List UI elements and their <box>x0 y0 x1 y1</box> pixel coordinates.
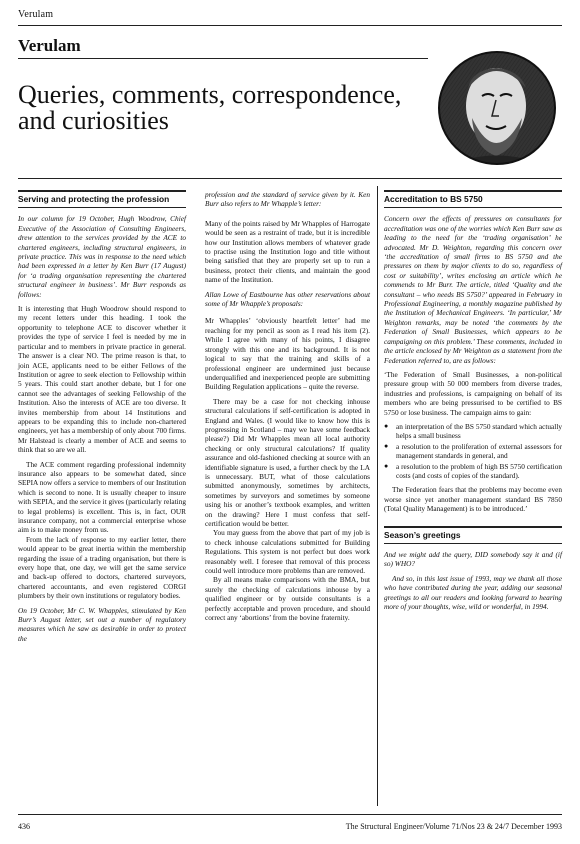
body-paragraph: Many of the points raised by Mr Whapples of Harrogate would be seen as a restraint of trade, but it is incredible how our Institution allows members of whatever grade to practise using the Institution logo and title without being satisfied that they are properly set up to run a business, protect their clients, and maintain the good name of the Institution. <box>205 218 370 285</box>
body-paragraph: It is interesting that Hugh Woodrow should respond to my recent letters under this heading. I took the opportunity to telephone ACE to discover whether it provides the type of service I feel is needed by me in particular and to members in private practice in general. The answer is a clear NO. The prime reason is that, to join ACE, applicants need to be either Fellows of the Institution or agree to seek election to Fellowship within 5 years. This could start another debate, but I for one cannot see the advantages of seeking Fellowship of the Institution. Also the interests of ACE are too diverse. It invites membership from about 14 Institutions and appears to be expanding this to include non-chartered engineers, yet has a membership of only about 700 firms. Mr Halstead is clearly a member of ACE and seems to think that so are we all. <box>18 304 186 455</box>
intro-text: profession and the standard of service given by it. Ken Burr also refers to Mr Whapple’s letter: <box>205 190 370 209</box>
list-item: ● a resolution to the proliferation of external assessors for management standards in general, and <box>384 442 562 461</box>
column-middle <box>205 190 370 622</box>
body-paragraph: The ACE comment regarding professional indemnity insurance also appears to be somewhat dated, since SEPIA now offers a service to members of our Institution which is second to none. It is usually cheaper to insure with SEPIA, and the service it gives (particularly relating to legal problems) is excellent. This is, in fact, OUR insurance company, not a commercial enterprise whose aim is to make money from us. <box>18 459 186 535</box>
greetings-text: And we might add the query, DID somebody say it and (if so) WHO? <box>384 550 562 569</box>
list-item: ● a resolution to the problem of high BS 5750 certification costs (and costs of copies of the standard). <box>384 462 562 481</box>
article-heading-profession: Serving and protecting the profession <box>18 190 186 208</box>
body-paragraph: By all means make comparisons with the BMA, but surely the checking of calculations inhouse by a qualified engineer or by outside consultants is a perfectly acceptable and proven procedure, and should correct any ‘abortions’ from the bovine fraternity. <box>205 575 370 623</box>
section-title: Verulam <box>18 36 81 55</box>
journal-citation: The Structural Engineer/Volume 71/Nos 23 & 24/7 December 1993 <box>345 822 562 831</box>
intro-text: Concern over the effects of pressures on consultants for accreditation was one of the worries which Ken Burr saw as leading to the need for the ‘trading organisation’ he advocated. Mr D. Weighton, regarding this concern over ‘the accreditation of small firms to BS 5750 and the pressures on them by major clients to do so, regardless of cost or suitability’, writes enclosing an article which he commends to Mr Burr. The article, titled ‘Quality and the consultant – who needs BS 5750?’ appeared in February in Professional Engineering, a monthly magazine published by the Institution of Mechanical Engineers. ‘In particular,’ Mr Weighton remarks, may be noted ‘the comments by the Federation of Small Businesses, which appears to be campaigning on this problem.’ These comments, included in the article enclosed by Mr Weighton as a statement from the Federation referred to, are as follows: <box>384 214 562 365</box>
running-head: Verulam <box>18 9 54 20</box>
top-rule <box>18 25 562 26</box>
body-paragraph: The Federation fears that the problems may become even worse since yet another management standard BS 7850 (Total Quality Management) is to be introduced.’ <box>384 485 562 514</box>
body-paragraph: You may guess from the above that part of my job is to check inhouse calculations submitted for Building Regulations. This system is not perfect but does work reasonably well. I foresee that removal of this process could well introduce more problems than are removed. <box>205 528 370 576</box>
portrait-engraving <box>432 48 562 168</box>
body-paragraph: Mr Whapples’ ‘obviously heartfelt letter’ had me reaching for my pencil as soon as I read his item (2). While I agree with many of his points, I disagree strongly with this one and its background. It is not logical to say that the training and skills of a professional engineer are undermined just because underqualified and inexperienced people are submitting Building Regulation applications – quite the reverse. <box>205 316 370 392</box>
article-heading-greetings: Season’s greetings <box>384 526 562 544</box>
list-item: ● an interpretation of the BS 5750 standard which actually helps a small business <box>384 422 562 441</box>
page-headline: Queries, comments, correspondence, and curiosities <box>18 80 402 135</box>
body-paragraph: ‘The Federation of Small Businesses, a non-political pressure group with 50 000 members from diverse trades, industries and professions, is campaigning on behalf of its members who are being pressurised to be certified to BS 5750 or lose business. The campaign aims to gain: <box>384 369 562 417</box>
column-left <box>18 190 186 648</box>
article-heading-accreditation: Accreditation to BS 5750 <box>384 190 562 208</box>
closing-intro-text: On 19 October, Mr C. W. Whapples, stimulated by Ken Burr’s August letter, set out a number of regulatory measures which he saw as desirable in order to protect the <box>18 605 186 643</box>
footer-rule <box>18 814 562 815</box>
greetings-text: And so, in this last issue of 1993, may we thank all those who have contributed during the year, adding our seasonal greetings to all our readers and looking forward to hearing more of your thoughts, wise, wild or wonderful, in 1994. <box>384 573 562 612</box>
aside-text: Allan Lowe of Eastbourne has other reservations about some of Mr Whapple’s proposals: <box>205 289 370 309</box>
column-right <box>384 190 562 611</box>
campaign-aims-list <box>384 422 562 480</box>
page-number: 436 <box>18 822 30 831</box>
title-rule <box>18 58 428 59</box>
body-paragraph: There may be a case for not checking inhouse structural calculations if self-certification is adopted in England and Wales. (I would like to know how this is progressing in Scotland – may we have some feedback please?) Did Mr Whapples mean all local authority checking or only structural calculations? If quality assurance and old-fashioned checking at source with an identifiable signature is used, a further check by the LA is unnecessary. BUT, what of those calculations submitted anonymously, sometimes by architects, sometimes by surveyors and sometimes by someone using his or another’s textbook examples, and written on the drawing? Here I must confess that self-certification would be better. <box>205 396 370 528</box>
headline-bottom-rule <box>18 178 562 179</box>
intro-text: In our column for 19 October, Hugh Woodrow, Chief Executive of the Association of Consulting Engineers, drew attention to the services provided by the ACE to chartered engineers, including structural engineers, in private practice. This was in response to the need which had been expressed in a letter by Ken Burr (17 August) for ‘a trading organisation representing the chartered structural engineer in business’. Mr Burr responds as follows: <box>18 214 186 299</box>
body-paragraph: From the lack of response to my earlier letter, there would appear to be great inertia within the membership regarding the issue of a trading organisation, but there is every hope that, one day, we will get the same service and back-up offered to doctors, chartered surveyors, chartered accountants, and even registered CORGI plumbers by their own institutions or regulatory bodies. <box>18 534 186 601</box>
column-divider <box>377 186 378 806</box>
